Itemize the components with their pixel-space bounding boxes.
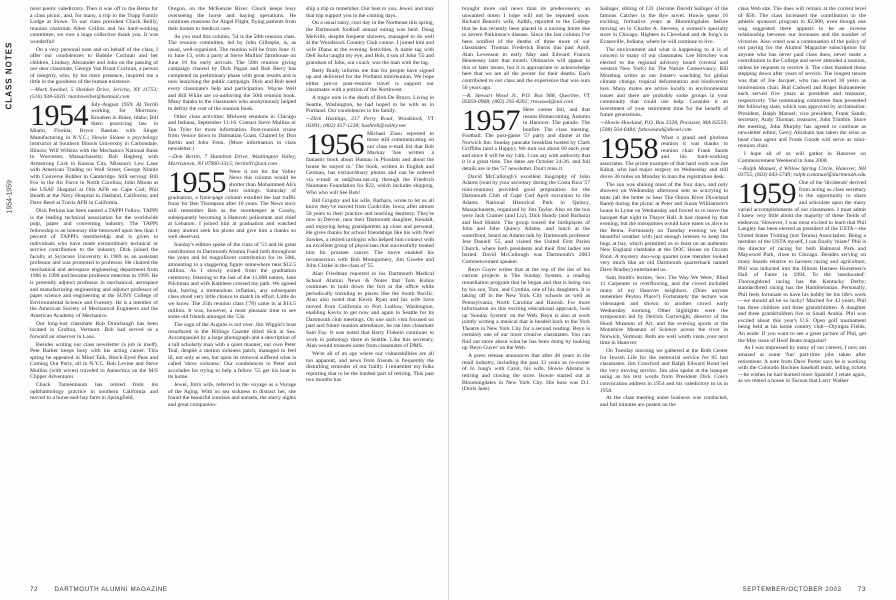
secretary-signature: —Don Bertin, 7 Hamilton Drive, Washington Valley, Morristown, NJ 07960-3315; bertin91@aol.com	[168, 154, 296, 167]
page-number-right: 73	[857, 586, 866, 593]
column-3	[306, 6, 434, 584]
class-year-heading: 1959	[738, 177, 796, 211]
column-1	[30, 6, 158, 584]
class-notes-side-tab	[0, 0, 16, 600]
issue-date: SEPTEMBER/OCTOBER 2003	[742, 586, 842, 593]
class-year-heading: 1955	[168, 165, 226, 199]
footer-right	[743, 586, 866, 593]
class-year-heading: 1957	[462, 103, 520, 137]
paragraph: The environment and what is happening to it is of concern to many of our classmates. Lee Hirschey was elected to the regional advisory board (central and western New York) for The Nature Conservancy. Bill Morehug writes as our listserv watchdog for global climate change, tropical deforestation and biodiversity loss. Many mates are active locally in environmental issues and there are probably some groups in your community that could use help. Consider it an investment of your retirement time for the benefit of future generations.	[600, 46, 728, 119]
paragraph: A press release announces that after 46 years in the retail industry, including the past 33 years as co-owner of Jo Jong's with Carol, his wife, Howie Abrams is retiring and closing the store. Howie started out at Bloomingdales in New York City. His boss was D.J. (Doris Jane)	[462, 353, 590, 393]
secretary-signature: —R. Stewart Wood Jr., P.O. Box 968, Quechee, VT 05059-0968; (802) 295-8202; rtwwood@aol.com	[462, 92, 590, 106]
secretary-signature: —Ralph Manuel, 4 Willow Spring Circle, Hanover, NH 03755; (603) 643-5749; ralph.n.manuel@dartmouth.edu	[738, 165, 866, 179]
paragraph: brought more sad news than its predecessors; an unwanted omen I hope will not be repeated soon. Richard Benoit's wife, Judith, reported to the College that he has recently been placed in a nursing home due to severe Parkinson's disease. Since the last column I've been notified of the deaths of three more of our classmates: Thomas Frederick Burns this past April, Alan Levenson in early May and Edward Francis Hennessey later that month. Obituaries will appear in this or later issues, but it is appropriate to acknowledge here that we are all the poorer for their deaths. Each contributed to our class and the experience that was ours 50 years ago.	[462, 6, 590, 91]
side-tab-years: 1954-1959	[6, 180, 14, 214]
paragraph: One of the 'dividends' derived from acting as class secretary is the opportunity to share and articulate upon the many varied accomplishments of our classmates. I must admit I knew very little about the majority of these 'fields of endeavor.' However, I was most excited to learn that Phil Langley has been elected as president of the USTA—the United States Trotting (not Tennis) Association. Being a member of the USTA myself, I can finally 'relate!' Phil is the director of racing for both Balmoral Park and Maywood Park, close to Chicago. Besides serving on many boards relative to harness racing and agriculture, Phil was inducted into the Illinois Harness Horsemen's Hall of Fame in 1994. To the 'uneducated': Thoroughbred racing has the Kentucky Derby; standardbred racing has the Hambletonian. Personally, Phil feels fortunate to have his hobby be his life's work—we should all be so lucky! Married for 43 years, Phil has three children and three grandchildren. A daughter and three grandchildren live in Saudi Arabia. Phil was excited about this year's U.S. Open golf tournament being held at his home country club—Olympia Fields. An aside: If you want to see a great picture of Phil, get the May issue of Hoof Beats magazine!	[738, 180, 866, 344]
paragraph: On a usual rainy, cool day in the Northeast this spring, the Dartmouth football annual outing was held. Doug Melville, despite frequent showers, managed to do well at the Woodstock Country Club course. I joined him and wife Diana at the evening festivities. A name tag with Dell Isola caught my eye, and Bob, a son of John '55 and grandson of John, our coach, was the man with the tag.	[306, 20, 434, 66]
paragraph: Other class activities: Midwest reunions in Chicago and Indiana, September 11-16. Contact Steve Mullins or Ten Tyler for more information. Post-reunion cruise from Venice down to Dalmatian Coast. Chaired by Don Bertin and John Fenn. (More information in class newsletter.)	[168, 113, 296, 153]
paragraph: class Web site. The dues will remain at the current level of $50. The class increased the contribution to the athletic sponsors program to $2,000, even though one wag suggested there appears to be an inverse relationship between our increases and the number of victories. Also voted was a continuation of the policy of not paying for the Alumni Magazine subscription for anyone who has never paid class dues, never made a contribution to the College and never attended a reunion, unless he requests to receive it. The class thanked those stepping down after years of service. The longest tenure was that of Joe Jacquet, who has served 18 years as minireunion chair. Bud Cadwell and Roger Bohnemeier each served five years as president and treasurer, respectively. The nominating committee then presented the following slate, which was approved by acclamation: President, Ralph Manuel; vice president, Frank Sands; secretary, Andy Thomas; treasurer, John Trimble. Since the meeting, John Murphy has agreed to continue as newsletter editor, Gerry Abraham has taken the reins as head class agent and Frank Goode will serve as mini-reunion chair.	[738, 6, 866, 150]
secretary-signature: —Mark Sweibel, 5 Sheldon Drive, Jericho, NY 11753; (516) 938-5616; marksweibel@hotmail.com	[30, 87, 158, 100]
paragraph: Our long-lost classmate Bob Drawbaugh has been located in Grafton, Vermont. Bob had served as a forward air observer in Laos.	[30, 320, 158, 340]
secretary-signature: —Howie Howland, P.O. Box 3328, Pocasset, MA 02559; (508) 564-6484; fsthowland@diesel.com	[600, 120, 728, 133]
column-6	[738, 6, 866, 584]
class-year-heading: 1956	[306, 127, 364, 161]
paragraph: Alan Friedman reported in his Dartmouth Medical School Alumni News & Notes that Tom Kuhns continues to hold down the fort at the office while periodically traveling to places like the South Pacific. Alan also noted that Kevin Ryan and his wife have moved from California to Port Ludlow, Washington, enabling Kevin to get now and again to Seattle for its Dartmouth club meetings. On one such visit focused on past and future reunion attendance, he ran into classmate Sam Fay. It was noted that Barry Finkelo continues to work in pathology there in Seattle. Like this secretary, Alan would treasure notes from classmates of DMS.	[306, 271, 434, 350]
paragraph: Bill Grigsby and his wife, Barbara, wrote to let us all know they've moved from Cookville, Iowa, after almost 50 years to their practice and teaching dentistry. They're now in Denver, near their Dartmouth daughter, Kendall, and enjoying being grandparents up close and personal. He gives thanks for school friendships like his with Noel Sawkes, a retired urologist who helped him connect with an excellent group of physicians that successfully treated him for prostate cancer. The move enabled his reconnection with Bob Montgomery, Jim Groebe and John Clarke in the class of '55.	[306, 197, 434, 270]
column-4	[462, 6, 590, 584]
class-year-heading: 1954	[30, 98, 88, 132]
paragraph: The sun was shining most of the four days, and only showers on Wednesday afternoon sent us scurrying to tents (all the better to hear The Onion River Dixieland Band) during the picnic at Peter and Susan Williamson's house in Lyme on Wednesday and forced us to move the banquet that night to Thayer Hall. It had cleared by that evening, but the mosquitoes would have eaten us alive in the Bema. Fortunately on Tuesday evening we had beautiful weather with just enough breezes to keep the bugs at bay, which permitted us to feast on an authentic New England clambake at the DOC House on Occom Pond. A mystery doo-wop quartet (one member looked very much like an old Dartmouth quarterback named Dave Bradley) entertained us.	[600, 181, 728, 273]
paragraph: Besides writing our class newsletter (a job in itself), Pete Barker keeps busy with his acting career. This spring he appeared in Mind Talk, Block-Eyed Peas and Coming Out Party, all in N.Y.C. Bob Levine and Steve Mullins (with wives) traveled to Antarctica on the M/S Clipper Adventurer.	[30, 341, 158, 381]
paragraph: Oregon, on the McKenzie River. Chuck keeps busy overseeing the horse and haying operations. He continues missions for Angel Flight, flying patients from their homes to medical care.	[168, 6, 296, 32]
paragraph: Betty Brady informs me that for people have signed up and delivered for the Portland minireunion. We hope either pre-or post-reunion travel is support our classmates with a portion of the Northwest.	[306, 67, 434, 94]
paragraph: Here comes fall, and that means Homecoming, Autumn in Hanover. The parade. The bonfire. The class meeting. Football. The post-game '57 party and dinner at the Norwich Inn. Sunday pancake breakfast hosted by Clark Griffiths (and a Happy). We turn out about 60 each year and since it will be my 14th, I can say with authority that it is a great time. The dates are October 24-26, and full details are in the '57 newsletter. Don't miss it.	[462, 106, 590, 172]
paragraph: ship a trip to remember. Our best to you, Jewel, and may that trip support you in the coming days.	[306, 6, 434, 19]
paragraph: As I was impressed by many of our careers, I now am amazed at some 'fun' part-time jobs taken after retirement. A note from Dave Porter says he is working with the Colorado Rockies baseball team, selling tickets—he wishes he had learned more Spanish! I relate again, as we rented a house in Tucson that Larry Walker	[738, 345, 866, 385]
paragraph: Sam Smith's lecture, 'Sex: The Way We Were,' filled 11 Carpenter to overflowing, and the crowd included many of my Hanover neighbors. (Does anyone remember Peyton Place?) Fortunately the lecture was videotaped and shown to another crowd early Wednesday morning. Other highlights were the symposium led by Derrick Cartwright, director of the Hood Museum of Art, and the evening sports at the Montshire Museum of Science across the river in Norwich, Vermont. Both are well worth visits your next time in Hanover.	[600, 274, 728, 347]
paragraph: We're all of an age where our vulnerabilities are all too apparent, and news from friends is frequently the disturbing reminder of our frailty. I remember my folks reporting that to be the hardest part of retiring. This past two months has	[306, 351, 434, 384]
paragraph: Were it not for the Valley News this column would be shorter than Mohammed Ali's best outings. Saturday of graduation, a front-page column extolled the last traffic foray for Ben Thompson after 10 years. The News story will remember Ben as the storekeeper at Crosby, subsequently becoming a Hanover policeman and chief at Lebanon. I joined him at graduation and watched many alumni seek his photo and give him a thanks so well deserved.	[168, 168, 296, 241]
side-tab-label: CLASS NOTES	[4, 41, 14, 110]
secretary-signature: —Dick Hastings, 217 Perry Road, Woodstock, VT 05091; (802) 457-1228; hashreh@valley.net	[306, 116, 434, 129]
paragraph: On Tuesday morning we gathered at the Roth Center for Jewish Life for the memorial service for 85 lost classmates. Jim Crawford and Ralph Edward Bond led the very moving service. Jim also spoke at the banquet using as his text words from President Dick Cole's convocation address in 1954 and his valedictory to us in 1958.	[600, 348, 728, 394]
page-number-left: 72	[30, 586, 39, 593]
paragraph: Chuck Tannenbaum has retired from his ophthalmology practice in southern California and moved to a horse-and-hay farm in Springfield,	[30, 382, 158, 402]
paragraph: What a grand and glorious reunion it was thanks to reunion chair Frank Sands and his hard-working associates. The prime example of that hard work was Joe Kabat, who had major surgery on Wednesday and still drove 30 miles on Monday to man the registration desk.	[600, 134, 728, 180]
paragraph: Reyn Guyer writes that at the top of the list of his current projects is The Sunday System, a reading remediation program that he began and that is being run by his son, Tom, and Cynthia, one of his daughters. It is taking off in the New York City schools as well as Pennsylvania, North Carolina and Hawaii. For more information on this exciting educational approach, look up 'Sunday System' on the Web. Reyn is also at work jointly writing a musical that is headed back to the York Theatre in New York City for a second reading. Reyn is certainly one of our more creative classmates. You can find out more about what he has been doing by looking up 'Reyn Guyer' on the Web.	[462, 266, 590, 352]
class-year-heading: 1958	[600, 131, 658, 165]
paragraph: At the class meeting some business was conducted, and full minutes are posted on the	[600, 395, 728, 408]
paragraph: I hope all of us will gather in Hanover on Commencement Weekend in June 2008.	[738, 151, 866, 164]
paragraph: July-August 1959: Al Terrill working for Morrison-Knudsen in Boise, Idaho; Bill Stern practicing law in Miami, Florida; Bryce Bastian with Singer Manufacturing in N.Y.C.; Howie Sloane a psychology instructor at Southern Illinois University in Carbondale, Illinois; Will Wilkins with the Mechanics National Bank in Worcester, Massachusetts; Bob Hagberg with Armstrong Cork in Kansas City, Missouri; Lew Lane with American Trading on Wall Street; George Ninnie with Converse Rubber in Cambridge. Still serving: Bill Fox in the Air Force in North Carolina; John Moran at the USAF Hospital at Otis AFB on Cape Cod; Phil Bearth at the Navy Hospital in Oakland, California; and Dave Reed at Travis AFB in California.	[30, 101, 158, 207]
paragraph: Jewel, Jim's wife, referred to the voyage as a Voyage of the Aging. With no sea sickness to distract her, she found the beautiful sunrises and sunsets, the starry nights and great companion-	[168, 382, 296, 408]
paragraph: A tragic note is the death of Bob De Bruyn. Living in Seattle, Washington, he had hoped to be with us in Portland. Our condolences to his family.	[306, 95, 434, 115]
paragraph: Dick Perkins has been named a TAPPI Fellow. TAPPI is the leading technical association for the worldwide pulp, paper and converting industry. The TAPPI fellowship is an honorary title bestowed upon less than 1 percent of TAPPI's membership and is given to individuals who have made extraordinary technical or service contribution to the industry. Dick joined the faculty at Syracuse University in 1969 as an assistant professor and was promoted to professor. He chaired the mechanical and aerospace engineering department from 1986 to 1990 and became professor emeritus in 1999. He is presently adjunct professor in mechanical, aerospace and manufacturing engineering and adjunct professor of paper science and engineering at the SUNY College of Environmental Science and Forestry. He is a member of the American Society of Mechanical Engineers and the American Academy of Mechanics.	[30, 207, 158, 319]
paragraph: As you read this column, '54 is the 50th reunion class. The reunion committee, led by John Gillespie, is, as usual, well-organized. The reunion will be from June 11 to June 13, with a party at Steve Mullins' farmhouse on June 10 for early arrivals. The 50th reunion giving campaign chaired by Dick Pagan and Bob Berry has completed its preliminary phase with great results and is now launching the public campaign. Dick and Bob need every classmate's help and participation. Wayne Weil and Bill White are co-authoring the 50th reunion book. Many thanks to the classmates who anonymously helped to defray the cost of the reunion book.	[168, 33, 296, 112]
paragraph: The saga of the Auguns is not over. Jim Wiggin's boat resurfaced in the Billings Gazette titled Sick at Sea. Accompanied by a large photograph and a description of a tall scholarly man with a quiet manner, our own Peter Teal, despite a motion sickness patch, managed to feel ill, not only at sea, but upon its removal suffered what is called 'show sickness.' Our condolences to Peter and accolades for trying to help a fellow '55 get his boat to its home.	[168, 322, 296, 381]
paragraph: most poetic valedictory. Then it was off to the Bema for a class picnic, and, for many, a trip to the Trapp Family Lodge at Stowe. To our class president Chuck Reilly, reunion chairman Allen Collins and his hard-working committee, we owe a huge collective thank you. It was wonderful!	[30, 6, 158, 45]
paragraph: David McCullough's excellent biography of John Adams (read by your secretary during the Costa Rica '57 mini-reunion) provided good preparation for the Dartmouth Club of Cape Cod April excursion to the Adams National Historical Park in Quincy, Massachusetts, organized by Jim Taylor. Also on the bus were Jack Cramer (and Liz), Dick Handy (and Barbara) and Rod Hinkle. The group toured the birthplaces of John and John Quincy Adams, and lunch at the waterfront, heard an Adams talk by Dartmouth professor Jere Daniell '55, and visited the United First Parish Church, where both presidents and their first ladies are buried. David McCullough was Dartmouth's 2003 Commencement speaker.	[462, 173, 590, 265]
paragraph: Salinger, sibling of J.D. (Jerome David) Salinger of the famous Catcher in the Rye novel. Howie spent 16 exciting, formative years at Bloomingdales before moving on to Charles A. Stevens, a women's specialty store in Chicago, Higbees in Cleveland and de Jong's in Evansville, Indiana, where he will continue to live.	[600, 6, 728, 45]
column-5	[600, 6, 728, 584]
page-gutter	[448, 0, 449, 600]
paragraph: On a very personal note and on behalf of the class, I offer our condolences to Bobbie Cochran and her children, Lindsay, Alexander and John on the passing of our dear classmate, George Van Brunt Cochran, a person of integrity, who, by his mere presence, inspired me a little in the goodness of the human existence.	[30, 46, 158, 86]
footer-left	[30, 586, 168, 593]
paragraph: Sunday's edition spoke of the class of '53 and its great contribution to Dartmouth Alumni Fund both throughout the years and its magnificent contribution for its 50th, amounting to a staggering figure somewhere near $12.5 million. As I slowly exited from the graduation ceremony, listening to the last of the 11,000 names, Jane Pilchman and wife Kathleen crossed my path. We agreed that, barring a tremendous inflation, any subsequent class stood very little chance to match its effort. Little do we know. The 25th reunion class ('78) came in at $14.5 million. It was, however, a most pleasant time to see some old friends amongst the '53s.	[168, 242, 296, 321]
paragraph: Michael Zissu reported to those still communicating on our class e-mail list that Bob Mackay 'has written a fantastic book about Human in Plosdam and about the house he stayed in.' The book, written in English and German, has extraordinary photos and can be ordered via e-mail at tad@usa.net.org through the Friedrich Naumann Foundation for $22, which includes shipping. Who who will See Bob!	[306, 130, 434, 196]
publication-title: DARTMOUTH ALUMNI MAGAZINE	[54, 586, 168, 593]
column-2	[168, 6, 296, 584]
